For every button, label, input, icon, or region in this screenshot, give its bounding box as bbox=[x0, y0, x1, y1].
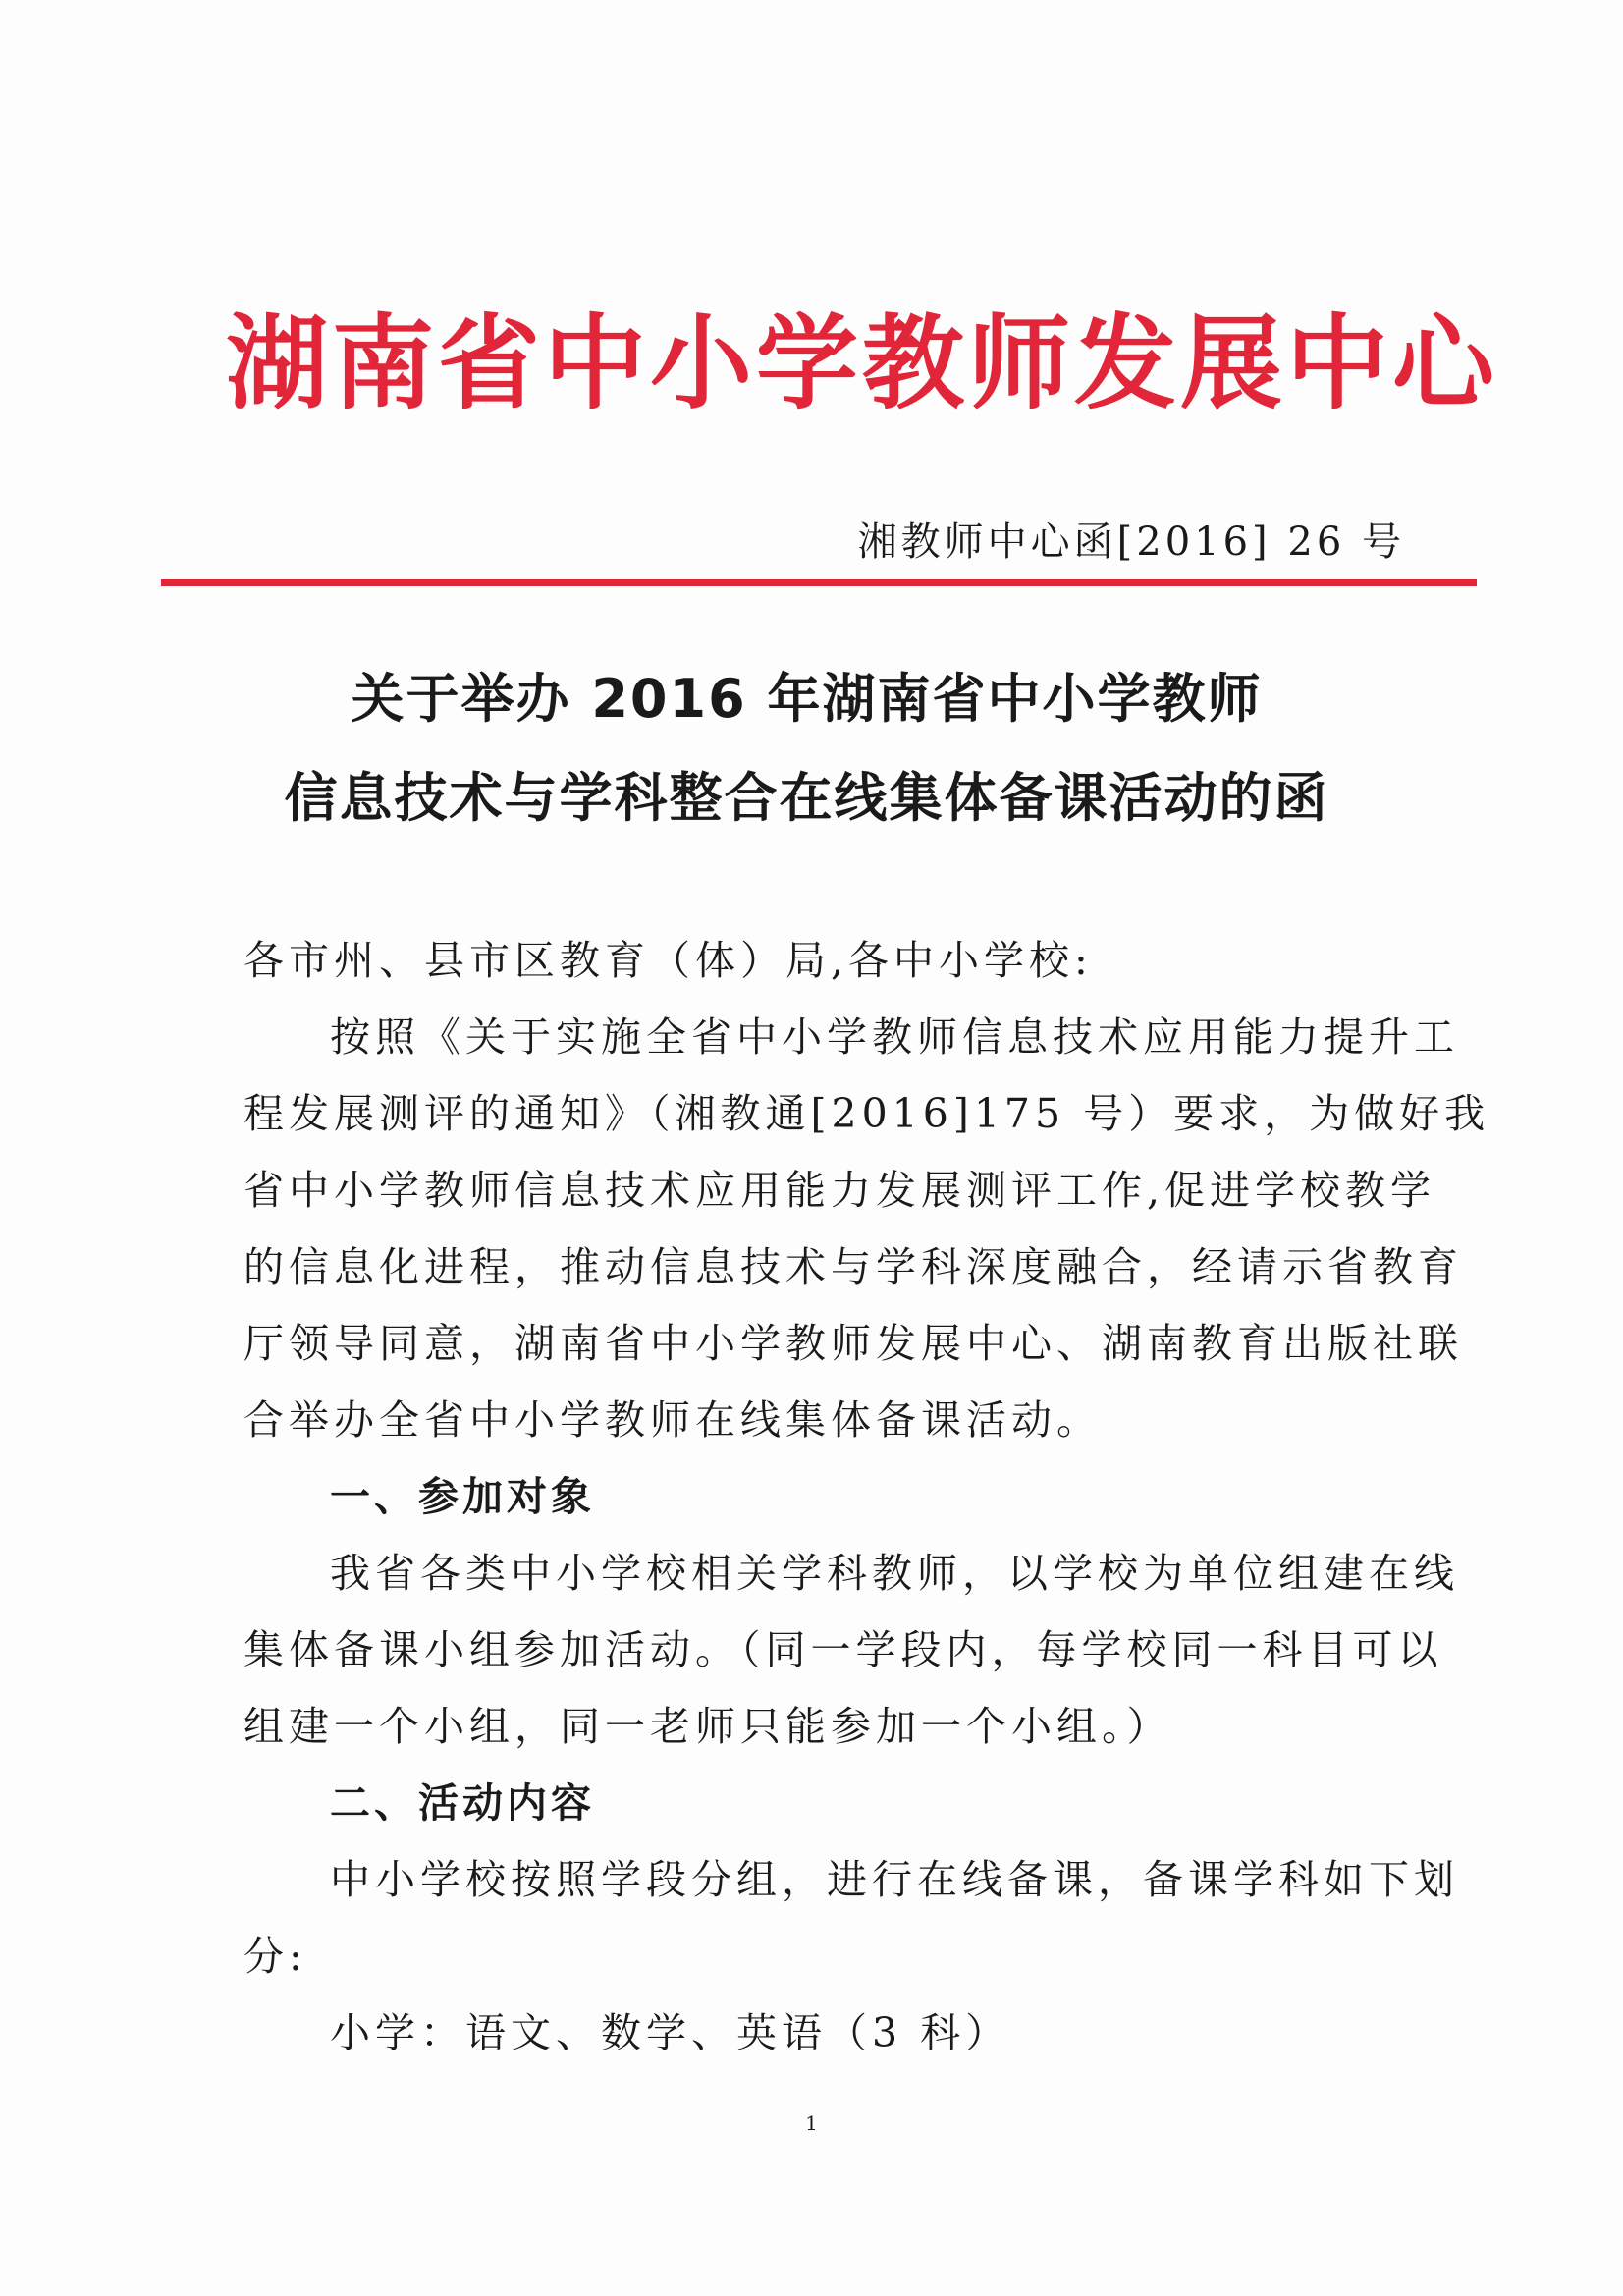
paragraph-line: 按照《关于实施全省中小学教师信息技术应用能力提升工 bbox=[330, 1013, 1459, 1061]
issuer-masthead: 湖南省中小学教师发展中心 bbox=[226, 303, 1499, 423]
document-title-line-1: 关于举办 2016 年湖南省中小学教师 bbox=[351, 668, 1263, 730]
paragraph-line: 省中小学教师信息技术应用能力发展测评工作,促进学校教学 bbox=[243, 1167, 1436, 1214]
section-heading-activity-content: 二、活动内容 bbox=[330, 1779, 595, 1827]
document-title-line-2: 信息技术与学科整合在线集体备课活动的函 bbox=[284, 767, 1329, 829]
section-line: 小学：语文、数学、英语（3 科） bbox=[330, 2009, 1011, 2056]
salutation: 各市州、县市区教育（体）局,各中小学校: bbox=[243, 937, 1093, 984]
paragraph-line: 的信息化进程，推动信息技术与学科深度融合，经请示省教育 bbox=[243, 1243, 1463, 1290]
section-line: 分: bbox=[243, 1933, 307, 1980]
section-line: 中小学校按照学段分组，进行在线备课，备课学科如下划 bbox=[330, 1856, 1459, 1903]
paragraph-line: 厅领导同意，湖南省中小学教师发展中心、湖南教育出版社联 bbox=[243, 1320, 1463, 1367]
paragraph-line: 程发展测评的通知》（湘教通[2016]175 号）要求，为做好我 bbox=[243, 1090, 1490, 1137]
section-line: 组建一个小组，同一老师只能参加一个小组。） bbox=[243, 1703, 1172, 1750]
page-number: 1 bbox=[805, 2111, 818, 2135]
section-line: 集体备课小组参加活动。（同一学段内，每学校同一科目可以 bbox=[243, 1626, 1443, 1673]
document-number: 湘教师中心函[2016] 26 号 bbox=[857, 519, 1405, 565]
red-divider-rule bbox=[161, 579, 1477, 586]
section-line: 我省各类中小学校相关学科教师，以学校为单位组建在线 bbox=[330, 1550, 1459, 1597]
paragraph-line: 合举办全省中小学教师在线集体备课活动。 bbox=[243, 1396, 1102, 1444]
section-heading-participants: 一、参加对象 bbox=[330, 1473, 595, 1520]
